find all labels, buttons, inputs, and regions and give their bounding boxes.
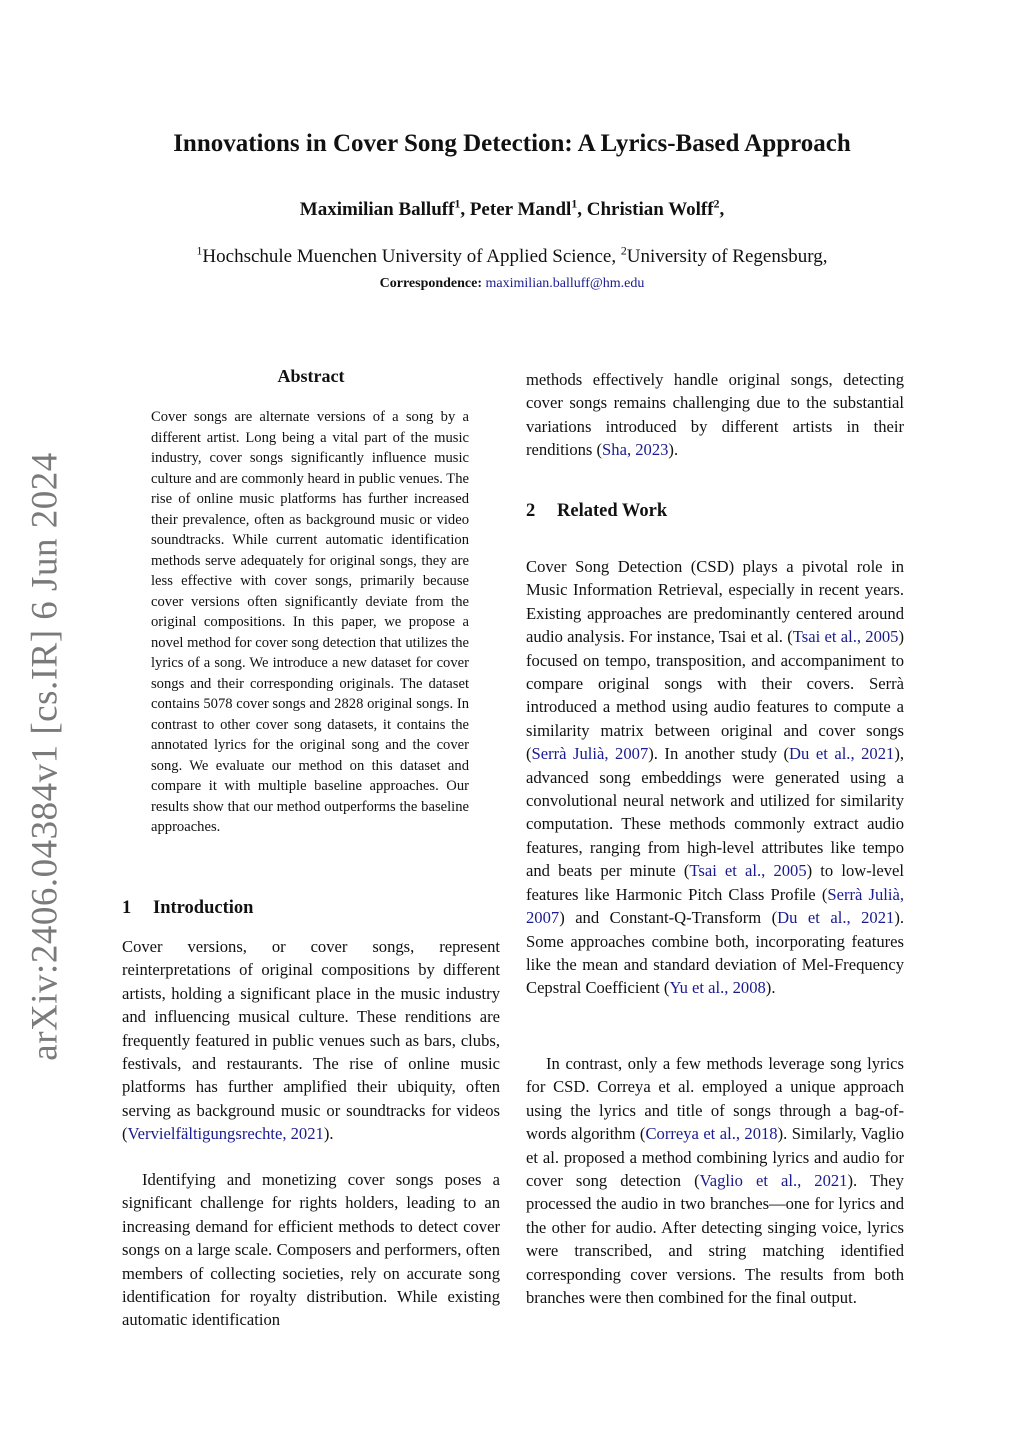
citation-link[interactable]: Du et al., 2021 xyxy=(777,908,895,928)
affiliation-name: Hochschule Muenchen University of Applied Science xyxy=(202,246,612,267)
citation-link[interactable]: Tsai et al., 2005 xyxy=(792,627,899,647)
section-number: 2 xyxy=(526,501,536,521)
section-title: Related Work xyxy=(557,501,668,521)
author-separator: , xyxy=(460,199,470,220)
affil-separator: , xyxy=(611,246,621,267)
related-paragraph-2 xyxy=(526,1052,904,1309)
affil-separator: , xyxy=(822,246,828,267)
affil-mark: 2 xyxy=(620,244,627,258)
citation-link[interactable]: Sha, 2023 xyxy=(602,440,669,460)
author-affil-mark: 1 xyxy=(571,197,578,211)
citation-link[interactable]: Du et al., 2021 xyxy=(789,744,895,764)
author-name: Christian Wolff xyxy=(586,199,714,220)
citation-link[interactable]: Serrà Julià, 2007 xyxy=(531,744,649,764)
text-run: ). xyxy=(668,440,679,460)
section-number: 1 xyxy=(122,898,132,918)
intro-paragraph-2: Identifying and monetizing cover songs poses a significant challenge for rights holders, leading to an increasing demand for efficient methods to detect cover songs on a large scale. Composers and performers, often members of collecting societies, rely on accurate song identification for royalty distribution. While existing automatic identification xyxy=(122,1170,500,1330)
text-run: ). xyxy=(765,978,776,998)
text-run: ) and Constant-Q-Transform ( xyxy=(559,908,778,928)
citation-link[interactable]: Vaglio et al., 2021 xyxy=(699,1171,848,1191)
text-run: ), advanced song embeddings were generated using a convolutional neural network and utilized for similarity computation. These methods commonly extract audio features, ranging from high-level attributes like tempo and beats per minute ( xyxy=(526,744,904,881)
related-work-heading xyxy=(526,501,667,522)
text-run: ). Some approaches combine both, incorporating features like the mean and standard deviation of Mel-Frequency Cepstral Coefficient ( xyxy=(526,908,904,998)
author-name: Maximilian Balluff xyxy=(299,199,455,220)
affil-mark: 1 xyxy=(196,244,203,258)
author-separator: , xyxy=(577,199,587,220)
text-run: ). They processed the audio in two branches—one for lyrics and the other for audio. After detecting singing voice, lyrics were transcribed, and string matching identified corresponding cover versions. The results from both branches were then combined for the final output. xyxy=(526,1171,904,1308)
author-separator: , xyxy=(719,199,725,220)
author-affil-mark: 2 xyxy=(713,197,720,211)
arxiv-identifier xyxy=(20,451,70,1061)
author-affil-mark: 1 xyxy=(454,197,461,211)
text-run: Cover versions, or cover songs, represent reinterpretations of original compositions by different artists, holding a significant place in the music industry and influencing musical culture. These renditions are frequently featured in public venues such as bars, clubs, festivals, and restaurants. The rise of online music platforms has further amplified their ubiquity, often serving as background music or soundtracks for videos ( xyxy=(122,937,500,1144)
affiliation-name: University of Regensburg xyxy=(626,246,823,267)
affiliations xyxy=(0,246,1024,268)
author-list xyxy=(0,199,1024,221)
citation-link[interactable]: Correya et al., 2018 xyxy=(645,1124,778,1144)
citation-link[interactable]: Tsai et al., 2005 xyxy=(689,861,807,881)
author-name: Peter Mandl xyxy=(469,199,572,220)
paper-title: Innovations in Cover Song Detection: A Lyrics-Based Approach xyxy=(173,130,851,157)
text-run: methods effectively handle original songs, detecting cover songs remains challenging due to the substantial variations introduced by different artists in their renditions ( xyxy=(526,370,904,460)
citation-link[interactable]: Yu et al., 2008 xyxy=(669,978,766,998)
intro-heading xyxy=(122,898,253,919)
text-run: ) focused on tempo, transposition, and accompaniment to compare original songs with their covers. Serrà introduced a method using audio features to compute a similarity matrix between original and cover songs ( xyxy=(526,627,904,764)
intro-continuation xyxy=(526,368,904,462)
intro-paragraph-1 xyxy=(122,935,500,1146)
correspondence-email-link[interactable]: maximilian.balluff@hm.edu xyxy=(485,276,645,291)
text-run: ) to low-level features like Harmonic Pitch Class Profile ( xyxy=(526,861,904,904)
related-paragraph-1 xyxy=(526,555,904,1000)
abstract-heading: Abstract xyxy=(277,366,345,386)
abstract-text: Cover songs are alternate versions of a song by a different artist. Long being a vital part of the music industry, cover songs significantly influence music culture and are commonly heard in public venues. The rise of online music platforms has further increased their prevalence, often as background music or video soundtracks. While current automatic identification methods serve adequately for original songs, they are less effective with cover songs, primarily because cover versions often significantly deviate from the original compositions. In this paper, we propose a novel method for cover song detection that utilizes the lyrics of a song. We introduce a new dataset for cover songs and their corresponding originals. The dataset contains 5078 cover songs and 2828 original songs. In contrast to other cover song datasets, it contains the annotated lyrics for the original song and the cover song. We evaluate our method on this dataset and compare it with multiple baseline approaches. Our results show that our method outperforms the baseline approaches. xyxy=(151,409,469,835)
correspondence-label: Correspondence: xyxy=(379,276,483,291)
citation-link[interactable]: Serrà Julià, 2007 xyxy=(526,884,904,928)
section-title: Introduction xyxy=(153,898,254,918)
text-run: ). In another study ( xyxy=(648,744,790,764)
citation-link[interactable]: Vervielfältigungsrechte, 2021 xyxy=(127,1124,324,1144)
text-run: ). Similarly, Vaglio et al. proposed a method combining lyrics and audio for cover song detection ( xyxy=(526,1124,904,1191)
arxiv-identifier-text: arXiv:2406.04384v1 [cs.IR] 6 Jun 2024 xyxy=(24,451,66,1061)
text-run: Cover Song Detection (CSD) plays a pivotal role in Music Information Retrieval, especially in recent years. Existing approaches are predominantly centered around audio analysis. For instance, Tsai et al. ( xyxy=(526,557,904,647)
text-run: ). xyxy=(323,1124,334,1144)
text-run: In contrast, only a few methods leverage song lyrics for CSD. Correya et al. employed a unique approach using the lyrics and title of songs through a bag-of-words algorithm ( xyxy=(526,1054,904,1144)
correspondence xyxy=(0,276,1024,292)
